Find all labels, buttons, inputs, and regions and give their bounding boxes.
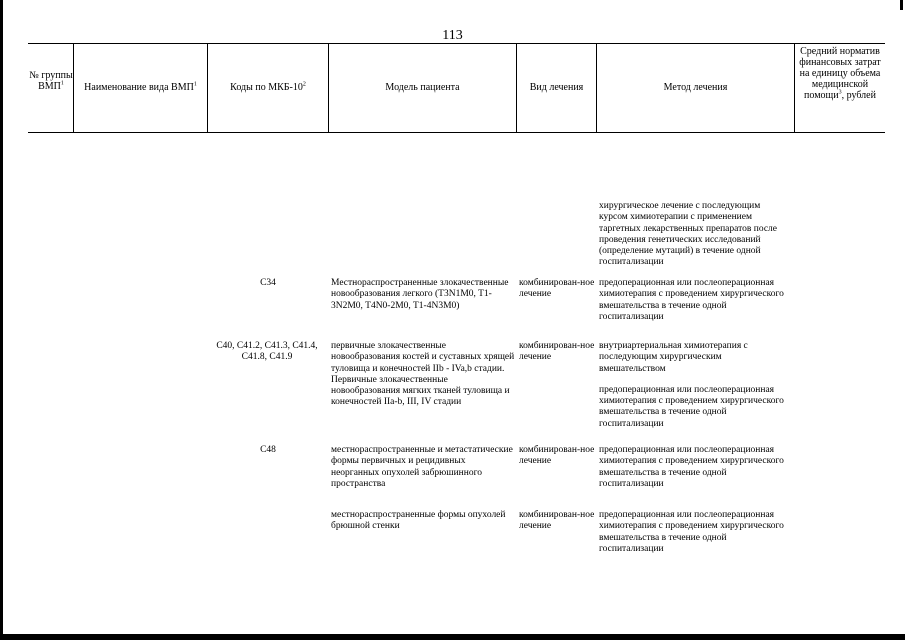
row-treatment-method (599, 341, 789, 430)
row-treatment-method (599, 445, 789, 490)
method-item: предоперационная или послеоперационная химиотерапия с проведением хирургического вмешательства в течение одной госпитализации (599, 510, 784, 554)
header-treatment-type: Вид лечения (529, 82, 584, 93)
scan-corner-mark (900, 0, 903, 10)
scan-bottom-border (0, 634, 905, 640)
row-patient-model: местнораспространенные и метастатические формы первичных и рецидивных неорганных опухолей забрюшинного пространства (331, 445, 513, 489)
header-cost-norm: Средний норматив финансовых затрат на единицу объема медицинской помощи$^3$, рублей (799, 46, 881, 101)
row-treatment-type: комбинирован-ное лечение (519, 341, 595, 363)
page-number: 113 (442, 28, 463, 43)
row-treatment-type: комбинирован-ное лечение (519, 445, 595, 467)
row-treatment-method (599, 510, 789, 555)
row-patient-model: Местнораспространенные злокачественные новообразования легкого (T3N1M0, T1-3N2M0, T4N0-2M0, T1-4N3M0) (331, 278, 509, 311)
row-patient-model: первичные злокачественные новообразования костей и суставных хрящей туловища и конечностей IIb - IVa,b стадии. Первичные злокачественные новообразования мягких тканей туловища и конечностей IIa-b, III, IV стадии (331, 341, 515, 408)
continuation-method: хирургическое лечение с последующим курсом химиотерапии с применением таргетных лекарственных препаратов после проведения генетических исследований (определение мутаций) в течение одной госпитализации (599, 201, 778, 268)
row-treatment-type: комбинирован-ное лечение (519, 278, 595, 300)
row-codes: C40, C41.2, C41.3, C41.4, C41.8, C41.9 (216, 341, 318, 363)
method-item: внутриартериальная химиотерапия с последующим хирургическим вмешательством (599, 341, 748, 374)
header-treatment-method: Метод лечения (663, 82, 728, 93)
row-treatment-type: комбинирован-ное лечение (519, 510, 595, 532)
method-item: предоперационная или послеоперационная химиотерапия с проведением хирургического вмешательства в течение одной госпитализации (599, 445, 784, 489)
method-item: предоперационная или послеоперационная химиотерапия с проведением хирургического вмешательства в течение одной госпитализации (599, 384, 784, 429)
header-patient-model: Модель пациента (385, 82, 460, 93)
header-group-no: № группы ВМП$^1$ (29, 70, 73, 92)
scan-left-border (0, 0, 3, 640)
row-codes: C34 (260, 278, 276, 288)
method-item: предоперационная или послеоперационная химиотерапия с проведением хирургического вмешательства в течение одной госпитализации (599, 278, 784, 322)
header-top-rule (28, 43, 885, 44)
row-treatment-method (599, 278, 789, 323)
header-vmp-name: Наименование вида ВМП$^1$ (84, 81, 197, 93)
row-codes: C48 (260, 445, 276, 455)
header-bottom-rule (28, 132, 885, 133)
header-mkb-codes: Коды по МКБ-$10^2$ (230, 81, 306, 93)
row-patient-model: местнораспространенные формы опухолей брюшной стенки (331, 510, 506, 532)
